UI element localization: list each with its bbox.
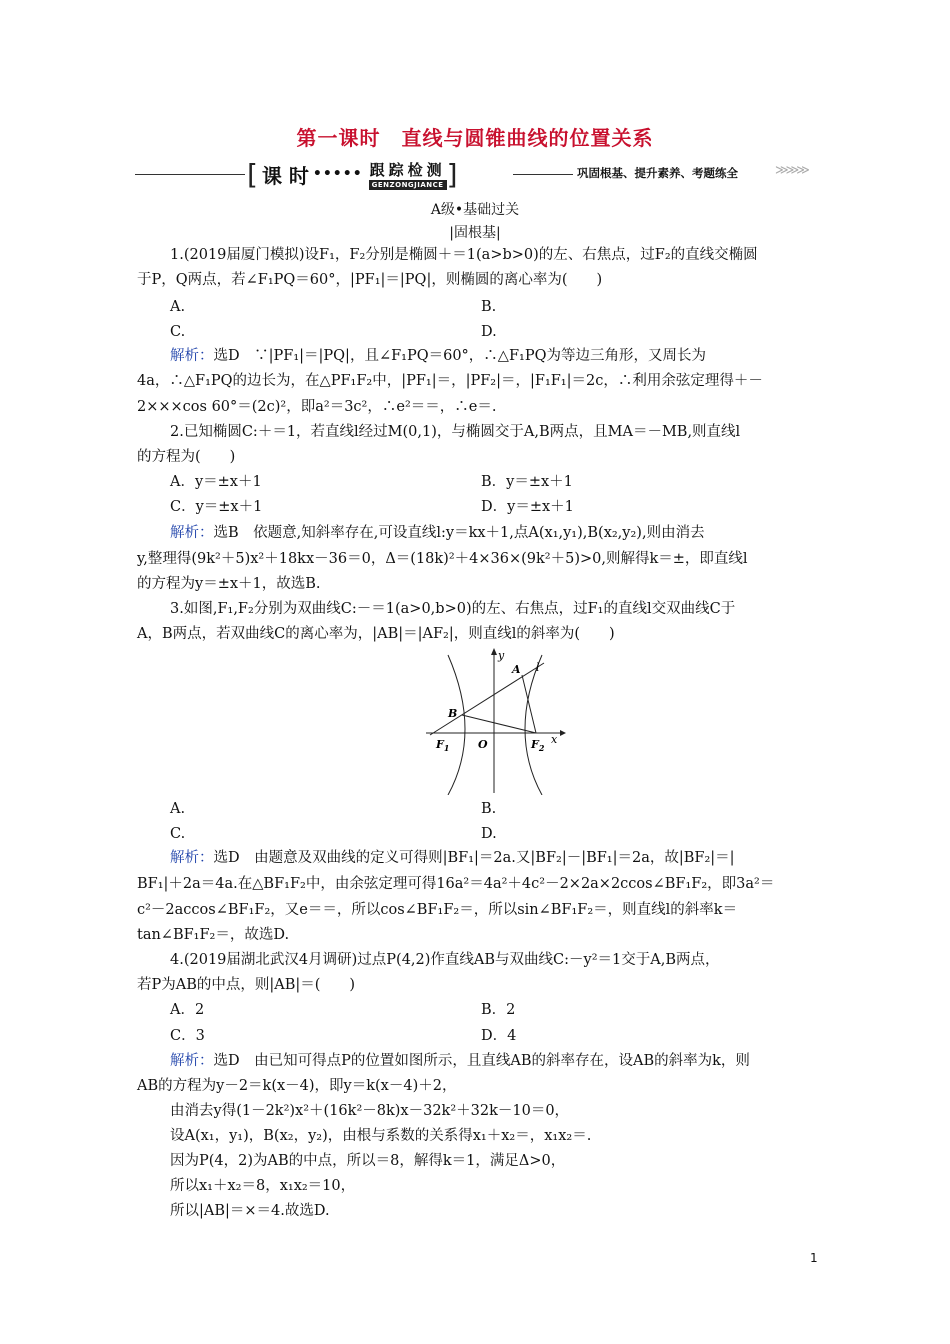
banner-genzong-cn: 跟踪检测 xyxy=(369,160,446,179)
segment-af2 xyxy=(522,675,536,733)
figure-label-f1-letter: F xyxy=(436,738,444,751)
q3-solution-line1 xyxy=(170,848,735,868)
banner-arrows-icon: ≫≫≫ xyxy=(775,163,807,178)
hyperbola-figure xyxy=(418,645,568,795)
banner-genzong-en: GENZONGJIANCE xyxy=(369,180,447,190)
figure-label-b: B xyxy=(448,707,458,720)
jiexi-label: 解析： xyxy=(170,850,214,866)
q4-solution-line6: 所以x₁＋x₂＝8，x₁x₂＝10， xyxy=(170,1178,356,1194)
q3-option-d: D. xyxy=(481,826,497,842)
q4-solution-line4: 设A(x₁，y₁)，B(x₂，y₂)，由根与系数的关系得x₁＋x₂＝，x₁x₂＝. xyxy=(170,1128,592,1144)
section-banner xyxy=(135,158,815,192)
section-heading: A级•基础过关 xyxy=(430,202,520,218)
q1-option-a: A. xyxy=(170,299,186,315)
q2-option-a: A．y＝±x＋1 xyxy=(170,474,262,490)
page-number: 1 xyxy=(810,1251,818,1265)
q4-solution-line7: 所以|AB|＝×＝4.故选D. xyxy=(170,1203,330,1219)
q4-option-a: A．2 xyxy=(170,1002,205,1018)
figure-label-x: x xyxy=(551,733,558,746)
figure-label-o: O xyxy=(478,738,488,751)
q3-solution-text1: 选D 由题意及双曲线的定义可得则|BF₁|＝2a.又|BF₂|－|BF₁|＝2a，故|BF₂|＝| xyxy=(213,850,735,866)
hyperbola-right-branch xyxy=(525,655,542,795)
figure-label-f1-sub: 1 xyxy=(443,743,450,753)
figure-label-a: A xyxy=(512,663,521,676)
q4-option-b: B．2 xyxy=(481,1002,516,1018)
figure-label-y: y xyxy=(498,649,505,662)
q1-stem-line2: 于P，Q两点，若∠F₁PQ＝60°，|PF₁|＝|PQ|，则椭圆的离心率为( ) xyxy=(137,272,603,288)
hyperbola-left-branch xyxy=(448,655,465,795)
q4-option-c: C．3 xyxy=(170,1028,205,1044)
banner-keshi: 课 时 xyxy=(261,163,309,188)
q4-stem-line1: 4.(2019届湖北武汉4月调研)过点P(4,2)作直线AB与双曲线C:－y²＝1交于A,B两点， xyxy=(170,952,720,968)
figure-label-f2-letter: F xyxy=(531,738,539,751)
q1-stem-line1: 1.(2019届厦门模拟)设F₁，F₂分别是椭圆＋＝1(a>b>0)的左、右焦点，过F₂的直线交椭圆 xyxy=(170,247,758,263)
q4-solution-text1: 选D 由已知可得点P的位置如图所示，且直线AB的斜率存在，设AB的斜率为k，则 xyxy=(213,1053,750,1069)
q4-solution-line2: AB的方程为y－2＝k(x－4)，即y＝k(x－4)＋2， xyxy=(137,1078,457,1094)
y-axis-arrow-icon xyxy=(491,648,497,655)
figure-label-l: l xyxy=(536,661,540,674)
q4-stem-line2: 若P为AB的中点，则|AB|＝( ) xyxy=(137,977,356,993)
figure-label-f2-sub: 2 xyxy=(538,743,545,753)
line-l xyxy=(430,663,544,735)
banner-divider-right xyxy=(513,174,573,175)
q3-stem-line1: 3.如图,F₁,F₂分别为双曲线C:－＝1(a>0,b>0)的左、右焦点，过F₁的直线l交双曲线C于 xyxy=(170,601,736,617)
q2-option-b: B．y＝±x＋1 xyxy=(481,474,573,490)
q2-option-d: D．y＝±x＋1 xyxy=(481,499,574,515)
figure-label-f1 xyxy=(435,738,449,753)
figure-label-f2 xyxy=(530,738,545,753)
jiexi-label: 解析： xyxy=(170,525,214,541)
q1-solution-line1 xyxy=(170,346,706,366)
q2-option-c: C．y＝±x＋1 xyxy=(170,499,263,515)
jiexi-label: 解析： xyxy=(170,1053,214,1069)
jiexi-label: 解析： xyxy=(170,348,214,364)
banner-divider-left xyxy=(135,174,245,175)
q1-solution-text1: 选D ∵|PF₁|＝|PQ|，且∠F₁PQ＝60°，∴△F₁PQ为等边三角形，又周长为 xyxy=(213,348,706,364)
x-axis-arrow-icon xyxy=(560,730,566,736)
banner-genzong xyxy=(369,159,447,190)
banner-tagline: 巩固根基、提升素养、考题练全 xyxy=(577,166,738,180)
q3-solution-line2: BF₁|＋2a＝4a.在△BF₁F₂中，由余弦定理可得16a²＝4a²＋4c²－2×2a×2ccos∠BF₁F₂，即3a²＝ xyxy=(137,876,775,892)
q4-solution-line1 xyxy=(170,1051,750,1071)
q3-option-b: B. xyxy=(481,801,497,817)
q1-option-b: B. xyxy=(481,299,497,315)
q1-option-d: D. xyxy=(481,324,497,340)
q3-option-a: A. xyxy=(170,801,186,817)
q1-solution-line3: 2×××cos 60°＝(2c)²，即a²＝3c²，∴e²＝＝，∴e＝. xyxy=(137,399,497,415)
page-title: 第一课时 直线与圆锥曲线的位置关系 xyxy=(296,126,654,150)
q2-stem-line2: 的方程为( ) xyxy=(137,449,236,465)
q4-solution-line3: 由消去y得(1－2k²)x²＋(16k²－8k)x－32k²＋32k－10＝0， xyxy=(170,1103,570,1119)
q4-solution-line5: 因为P(4，2)为AB的中点，所以＝8，解得k＝1，满足Δ>0， xyxy=(170,1153,566,1169)
q3-solution-line4: tan∠BF₁F₂＝，故选D. xyxy=(137,927,290,943)
q3-option-c: C. xyxy=(170,826,186,842)
q2-solution-line1 xyxy=(170,523,705,543)
q3-stem-line2: A，B两点，若双曲线C的离心率为，|AB|＝|AF₂|，则直线l的斜率为( ) xyxy=(137,626,615,642)
banner-dots: ••••• xyxy=(312,166,363,182)
q2-solution-line2: y,整理得(9k²＋5)x²＋18kx－36＝0，Δ＝(18k)²＋4×36×(9k²＋5)>0,则解得k＝±，即直线l xyxy=(137,551,748,567)
q2-solution-line3: 的方程为y＝±x＋1，故选B. xyxy=(137,576,321,592)
banner-left-bracket: [ xyxy=(247,157,258,191)
q2-stem-line1: 2.已知椭圆C:＋＝1，若直线l经过M(0,1)，与椭圆交于A,B两点，且MA＝－MB,则直线l xyxy=(170,424,741,440)
q2-solution-text1: 选B 依题意,知斜率存在,可设直线l:y＝kx＋1,点A(x₁,y₁),B(x₂,y₂),则由消去 xyxy=(213,525,705,541)
banner-label xyxy=(247,158,458,190)
subsection-heading: |固根基| xyxy=(449,225,501,241)
q1-solution-line2: 4a，∴△F₁PQ的边长为，在△PF₁F₂中，|PF₁|＝，|PF₂|＝，|F₁F₁|＝2c，∴利用余弦定理得＋－ xyxy=(137,373,763,389)
banner-right-bracket: ] xyxy=(446,157,458,191)
q4-option-d: D．4 xyxy=(481,1028,517,1044)
q3-solution-line3: c²－2accos∠BF₁F₂，又e＝＝，所以cos∠BF₁F₂＝，所以sin∠BF₁F₂＝，则直线l的斜率k＝ xyxy=(137,902,738,918)
q1-option-c: C. xyxy=(170,324,186,340)
